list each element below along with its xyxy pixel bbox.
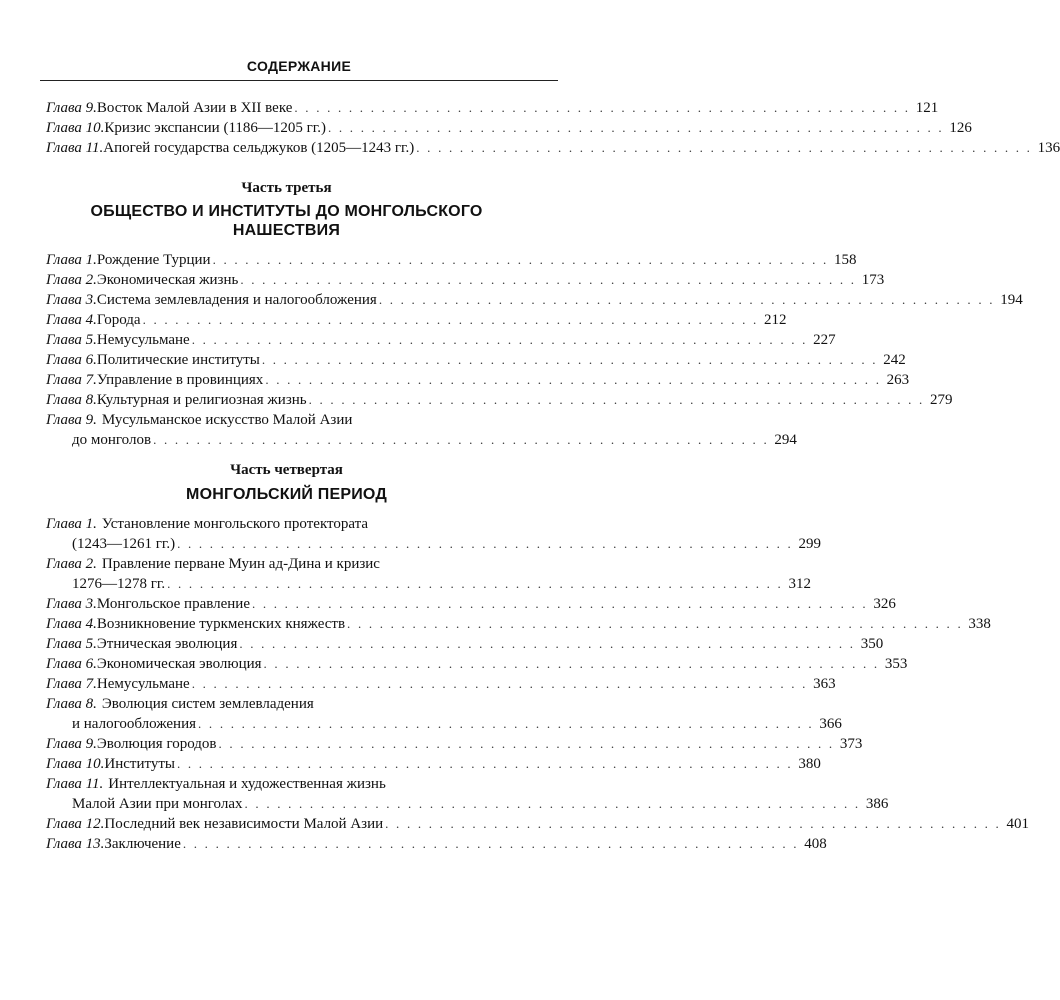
chapter-title: Установление монгольского протектората	[101, 516, 369, 532]
chapter-title: Экономическая эволюция	[96, 656, 262, 672]
toc-entry-continuation[interactable]	[46, 534, 821, 554]
leader-dots: . . . . . . . . . . . . . . . . . . . . . . . . . . . . . . . . . . . . . . . . . . . . . . . . . . . . . . . . .	[347, 616, 963, 631]
part-label: Часть четвертая	[230, 462, 343, 478]
toc-entry[interactable]	[46, 814, 1030, 834]
toc-entry[interactable]	[46, 270, 885, 290]
page-number: 338	[968, 616, 991, 632]
chapter-title-cont: Малой Азии при монголах	[72, 796, 243, 812]
toc-entry[interactable]	[46, 310, 787, 330]
page-number: 350	[860, 636, 884, 652]
running-head: СОДЕРЖАНИЕ	[246, 58, 352, 74]
toc-entry[interactable]	[46, 694, 527, 714]
chapter-label: Глава 12.	[46, 816, 105, 832]
page-number: 158	[833, 252, 857, 268]
part-title: МОНГОЛЬСКИЙ ПЕРИОД	[186, 486, 387, 503]
chapter-title: Мусульманское искусство Малой Азии	[101, 412, 353, 428]
leader-dots: . . . . . . . . . . . . . . . . . . . . . . . . . . . . . . . . . . . . . . . . . . . . . . . . . . . . . . . . .	[212, 252, 829, 267]
header-rule	[40, 80, 558, 81]
chapter-label: Глава 5.	[46, 636, 97, 652]
page-number: 386	[865, 796, 889, 812]
chapter-label: Глава 4.	[46, 616, 97, 632]
toc-entry[interactable]	[46, 514, 527, 534]
leader-dots: . . . . . . . . . . . . . . . . . . . . . . . . . . . . . . . . . . . . . . . . . . . . . . . . . . . . . . . . .	[191, 676, 808, 691]
leader-dots: . . . . . . . . . . . . . . . . . . . . . . . . . . . . . . . . . . . . . . . . . . . . . . . . . . . . . . . . .	[294, 100, 911, 115]
chapter-title: Политические институты	[96, 352, 260, 368]
leader-dots: . . . . . . . . . . . . . . . . . . . . . . . . . . . . . . . . . . . . . . . . . . . . . . . . . . . . . . . . .	[251, 596, 868, 611]
leader-dots: . . . . . . . . . . . . . . . . . . . . . . . . . . . . . . . . . . . . . . . . . . . . . . . . . . . . . . . . .	[263, 656, 880, 671]
chapter-label: Глава 10.	[46, 756, 105, 772]
leader-dots: . . . . . . . . . . . . . . . . . . . . . . . . . . . . . . . . . . . . . . . . . . . . . . . . . . . . . . . . .	[177, 536, 793, 551]
leader-dots: . . . . . . . . . . . . . . . . . . . . . . . . . . . . . . . . . . . . . . . . . . . . . . . . . . . . . . . . .	[182, 836, 799, 851]
chapter-title: Этническая эволюция	[96, 636, 238, 652]
page-number: 194	[1000, 292, 1023, 308]
toc-entry[interactable]	[46, 634, 884, 654]
leader-dots: . . . . . . . . . . . . . . . . . . . . . . . . . . . . . . . . . . . . . . . . . . . . . . . . . . . . . . . . .	[239, 636, 856, 651]
chapter-label: Глава 9.	[46, 100, 97, 116]
toc-entry[interactable]	[46, 390, 953, 410]
chapter-label: Глава 2.	[46, 556, 97, 572]
page-number: 401	[1006, 816, 1030, 832]
toc-entry[interactable]	[46, 330, 836, 350]
page-number: 366	[819, 716, 842, 732]
leader-dots: . . . . . . . . . . . . . . . . . . . . . . . . . . . . . . . . . . . . . . . . . . . . . . . . . . . . . . . . .	[308, 392, 925, 407]
leader-dots: . . . . . . . . . . . . . . . . . . . . . . . . . . . . . . . . . . . . . . . . . . . . . . . . . . . . . . . . .	[240, 272, 857, 287]
page-number: 312	[788, 576, 811, 592]
chapter-label: Глава 3.	[46, 596, 97, 612]
leader-dots: . . . . . . . . . . . . . . . . . . . . . . . . . . . . . . . . . . . . . . . . . . . . . . . . . . . . . . . . .	[265, 372, 882, 387]
leader-dots: . . . . . . . . . . . . . . . . . . . . . . . . . . . . . . . . . . . . . . . . . . . . . . . . . . . . . . . . .	[198, 716, 814, 731]
chapter-label: Глава 13.	[46, 836, 105, 852]
chapter-title-cont: до монголов	[72, 432, 152, 448]
chapter-title: Немусульмане	[96, 332, 190, 348]
chapter-title: Институты	[104, 756, 175, 772]
leader-dots: . . . . . . . . . . . . . . . . . . . . . . . . . . . . . . . . . . . . . . . . . . . . . . . . . . . . . . . . .	[244, 796, 861, 811]
toc-entry[interactable]	[46, 614, 991, 634]
part-label: Часть третья	[241, 180, 332, 196]
page-number: 212	[763, 312, 787, 328]
leader-dots: . . . . . . . . . . . . . . . . . . . . . . . . . . . . . . . . . . . . . . . . . . . . . . . . . . . . . . . . .	[385, 816, 1002, 831]
page-number: 294	[774, 432, 797, 448]
chapter-label: Глава 9.	[46, 736, 97, 752]
chapter-title: Возникновение туркменских княжеств	[96, 616, 346, 632]
chapter-label: Глава 3.	[46, 292, 97, 308]
chapter-label: Глава 10.	[46, 120, 105, 136]
toc-entry[interactable]	[46, 290, 1023, 310]
page-number: 263	[886, 372, 910, 388]
chapter-title: Система землевладения и налогообложения	[96, 292, 377, 308]
toc-entry[interactable]	[46, 250, 857, 270]
page-number: 408	[804, 836, 827, 852]
toc-entry[interactable]	[46, 834, 827, 854]
chapter-title: Последний век независимости Малой Азии	[104, 816, 384, 832]
page-number: 136	[1037, 140, 1060, 156]
page-number: 279	[929, 392, 953, 408]
leader-dots: . . . . . . . . . . . . . . . . . . . . . . . . . . . . . . . . . . . . . . . . . . . . . . . . . . . . . . . . .	[176, 756, 793, 771]
chapter-label: Глава 6.	[46, 656, 97, 672]
chapter-title-cont: (1243—1261 гг.)	[72, 536, 176, 552]
toc-entry[interactable]	[46, 350, 906, 370]
leader-dots: . . . . . . . . . . . . . . . . . . . . . . . . . . . . . . . . . . . . . . . . . . . . . . . . . . . . . . . . .	[153, 432, 769, 447]
toc-entry[interactable]	[46, 98, 939, 118]
chapter-title: Рождение Турции	[96, 252, 211, 268]
chapter-title: Правление перване Муин ад-Дина и кризис	[101, 556, 380, 572]
chapter-label: Глава 1.	[46, 252, 97, 268]
page-number: 326	[873, 596, 896, 612]
toc-entry[interactable]	[46, 118, 972, 138]
toc-entry[interactable]	[46, 594, 896, 614]
chapter-label: Глава 11.	[46, 776, 104, 792]
chapter-label: Глава 9.	[46, 412, 97, 428]
toc-entry[interactable]	[46, 674, 836, 694]
chapter-label: Глава 7.	[46, 372, 97, 388]
page-number: 126	[949, 120, 972, 136]
toc-entry[interactable]	[46, 410, 527, 430]
page-number: 373	[839, 736, 863, 752]
toc-entry[interactable]	[46, 654, 908, 674]
chapter-label: Глава 8.	[46, 392, 97, 408]
chapter-label: Глава 5.	[46, 332, 97, 348]
toc-entry[interactable]	[46, 754, 821, 774]
chapter-title: Экономическая жизнь	[96, 272, 239, 288]
leader-dots: . . . . . . . . . . . . . . . . . . . . . . . . . . . . . . . . . . . . . . . . . . . . . . . . . . . . . . . . .	[328, 120, 944, 135]
chapter-title: Немусульмане	[96, 676, 190, 692]
toc-entry-continuation[interactable]	[46, 794, 889, 814]
page-number: 380	[798, 756, 821, 772]
chapter-label: Глава 1.	[46, 516, 97, 532]
leader-dots: . . . . . . . . . . . . . . . . . . . . . . . . . . . . . . . . . . . . . . . . . . . . . . . . . . . . . . . . .	[416, 140, 1033, 155]
page-number: 173	[861, 272, 885, 288]
toc-entry-continuation[interactable]	[46, 714, 842, 734]
toc-entry[interactable]	[46, 554, 527, 574]
chapter-title: Кризис экспансии (1186—1205 гг.)	[104, 120, 326, 136]
chapter-title: Культурная и религиозная жизнь	[96, 392, 307, 408]
leader-dots: . . . . . . . . . . . . . . . . . . . . . . . . . . . . . . . . . . . . . . . . . . . . . . . . . . . . . . . . .	[167, 576, 783, 591]
chapter-title-cont: и налогообложения	[72, 716, 197, 732]
part-title-line2: НАШЕСТВИЯ	[232, 222, 341, 239]
chapter-label: Глава 6.	[46, 352, 97, 368]
chapter-title: Заключение	[104, 836, 181, 852]
toc-entry[interactable]	[46, 370, 910, 390]
chapter-title-cont: 1276—1278 гг.	[72, 576, 166, 592]
chapter-label: Глава 2.	[46, 272, 97, 288]
chapter-title: Города	[96, 312, 141, 328]
chapter-title: Эволюция городов	[96, 736, 217, 752]
page-number: 242	[883, 352, 906, 368]
page-number: 299	[798, 536, 821, 552]
leader-dots: . . . . . . . . . . . . . . . . . . . . . . . . . . . . . . . . . . . . . . . . . . . . . . . . . . . . . . . . .	[378, 292, 995, 307]
toc-entry[interactable]	[46, 734, 863, 754]
leader-dots: . . . . . . . . . . . . . . . . . . . . . . . . . . . . . . . . . . . . . . . . . . . . . . . . . . . . . . . . .	[142, 312, 759, 327]
chapter-title: Апогей государства сельджуков (1205—1243 гг.)	[103, 140, 415, 156]
chapter-title: Монгольское правление	[96, 596, 250, 612]
page-number: 353	[884, 656, 908, 672]
toc-entry-continuation[interactable]	[46, 574, 811, 594]
chapter-title: Эволюция систем землевладения	[101, 696, 314, 712]
leader-dots: . . . . . . . . . . . . . . . . . . . . . . . . . . . . . . . . . . . . . . . . . . . . . . . . . . . . . . . . .	[261, 352, 878, 367]
part-title-line1: ОБЩЕСТВО И ИНСТИТУТЫ ДО МОНГОЛЬСКОГО	[90, 203, 483, 220]
chapter-label: Глава 11.	[46, 140, 104, 156]
leader-dots: . . . . . . . . . . . . . . . . . . . . . . . . . . . . . . . . . . . . . . . . . . . . . . . . . . . . . . . . .	[191, 332, 808, 347]
chapter-label: Глава 7.	[46, 676, 97, 692]
chapter-label: Глава 8.	[46, 696, 97, 712]
chapter-title: Управление в провинциях	[96, 372, 264, 388]
page-number: 121	[915, 100, 939, 116]
page-number: 363	[813, 676, 836, 692]
toc-entry[interactable]	[46, 774, 527, 794]
toc-entry-continuation[interactable]	[46, 430, 797, 450]
chapter-title: Восток Малой Азии в XII веке	[96, 100, 293, 116]
toc-entry[interactable]	[46, 138, 1060, 158]
chapter-title: Интеллектуальная и художественная жизнь	[108, 776, 386, 792]
chapter-label: Глава 4.	[46, 312, 97, 328]
page-number: 227	[813, 332, 836, 348]
leader-dots: . . . . . . . . . . . . . . . . . . . . . . . . . . . . . . . . . . . . . . . . . . . . . . . . . . . . . . . . .	[218, 736, 835, 751]
